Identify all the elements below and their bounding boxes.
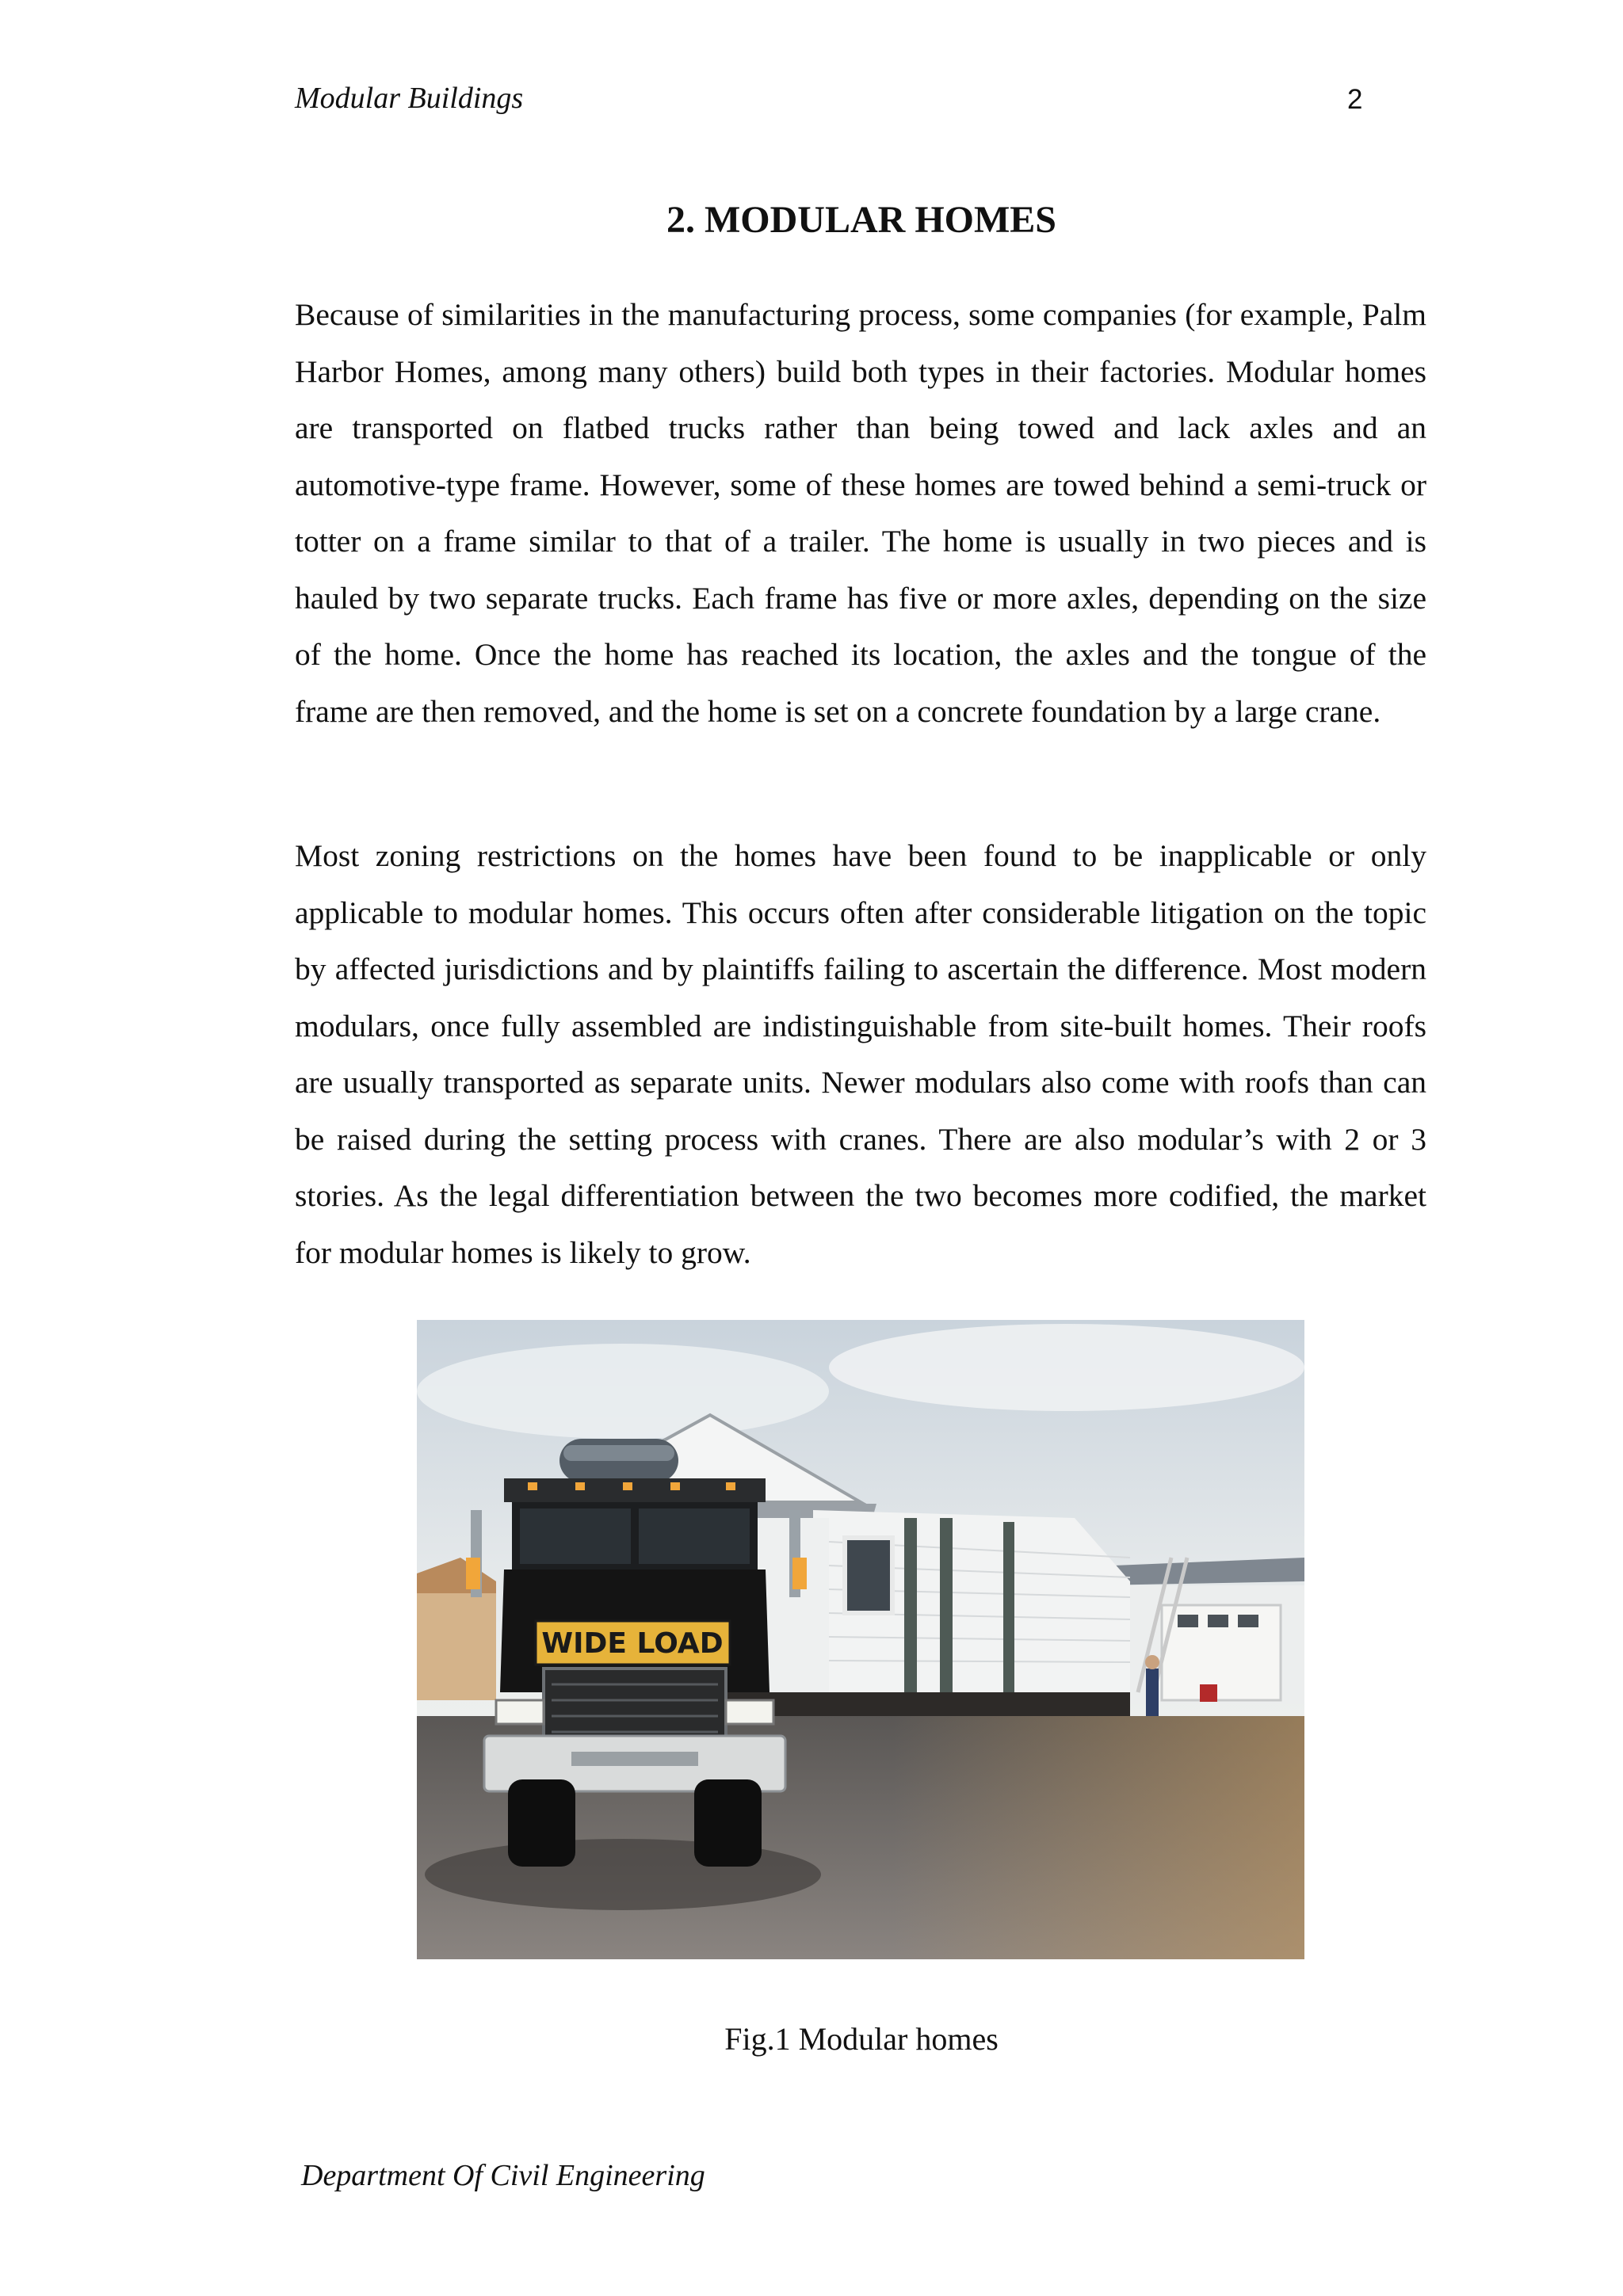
body-paragraph-1: Because of similarities in the manufacturing process, some companies (for example, Palm Harbor Homes, among many others) build both types in their factories. Modular homes are transported on flatbed trucks rather than being towed and lack axles and an automotive-type frame. However, some of these homes are towed behind a semi-truck or totter on a frame similar to that of a trailer. The home is usually in two pieces and is hauled by two separate trucks. Each frame has five or more axles, depending on the size of the home. Once the home has reached its location, the axles and the tongue of the frame are then removed, and the home is set on a concrete foundation by a large crane. [295, 297, 1426, 729]
running-header-title: Modular Buildings [295, 82, 524, 115]
body-paragraph-2: Most zoning restrictions on the homes have been found to be inapplicable or only applicable to modular homes. This occurs often after considerable litigation on the topic by affected jurisdictions and by plaintiffs failing to ascertain the difference. Most modern modulars, once fully assembled are indistinguishable from site-built homes. Their roofs are usually transported as separate units. Newer modulars also come with roofs than can be raised during the setting process with cranes. There are also modular’s with 2 or 3 stories. As the legal differentiation between the two becomes more codified, the market for modular homes is likely to grow. [295, 838, 1426, 1270]
figure-photo-modular-home-truck [417, 1320, 1304, 1959]
running-footer: Department Of Civil Engineering [301, 2159, 705, 2192]
figure-caption: Fig.1 Modular homes [724, 2021, 999, 2057]
page-number: 2 [1347, 84, 1363, 115]
wide-load-sign-text: WIDE LOAD [541, 1627, 724, 1660]
section-heading: 2. MODULAR HOMES [666, 199, 1056, 241]
photo-illustration [417, 1320, 1304, 1959]
